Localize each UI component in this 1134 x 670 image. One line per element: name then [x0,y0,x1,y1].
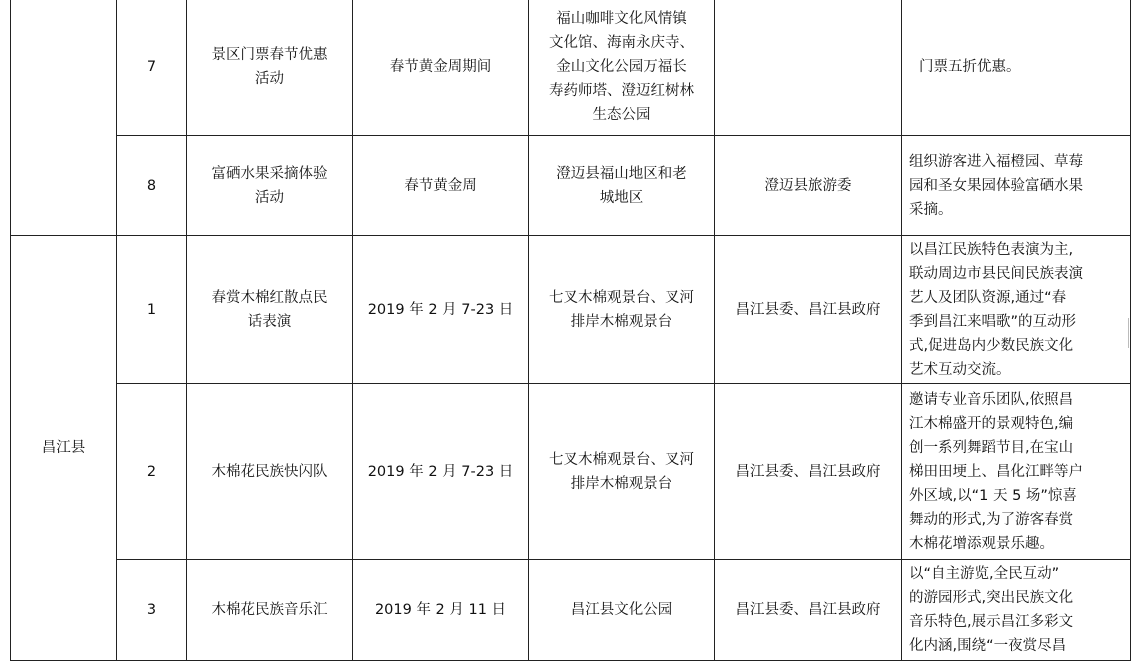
activity-time: 春节黄金周期间 [389,59,492,75]
organizer-cell [715,0,902,136]
content-cell [902,236,1131,384]
activity-content: 以昌江民族特色表演为主, 联动周边市县民间民族表演 艺人及团队资源,通过“春 季到昌江来唱歌”的互动形 式,促进岛内少数民族文化 艺术互动交流。 [909,241,1083,378]
page-edge-marker [1128,318,1134,348]
activity-organizer: 昌江县委、昌江县政府 [735,602,881,618]
activity-content: 邀请专业音乐团队,依照昌 江木棉盛开的景观特色,编 创一系列舞蹈节目,在宝山 梯田田埂上、昌化江畔等户 外区域,以“1 天 5 场”惊喜 舞动的形式,为了游客春赏 木棉花增添观景乐趣。 [909,391,1083,552]
activity-content: 组织游客进入福橙园、草莓 园和圣女果园体验富硒水果 采摘。 [909,153,1083,218]
activity-location: 昌江县文化公园 [570,602,673,618]
time-cell [353,0,529,136]
activity-cell [187,384,353,560]
region-cell-changjiang [11,236,117,661]
organizer-cell [715,384,902,560]
table-row [11,236,1131,384]
number-cell [117,236,187,384]
events-table [10,0,1131,661]
content-cell [902,384,1131,560]
activity-name: 木棉花民族音乐汇 [211,602,328,618]
location-cell [529,384,715,560]
time-cell [353,384,529,560]
activity-cell [187,560,353,661]
row-number: 3 [146,602,157,618]
activity-cell [187,136,353,236]
location-cell [529,136,715,236]
number-cell [117,560,187,661]
location-cell [529,236,715,384]
location-cell [529,0,715,136]
activity-time: 春节黄金周 [404,177,477,194]
activity-location: 福山咖啡文化风情镇 文化馆、海南永庆寺、 金山文化公园万福长 寿药师塔、澄迈红树林 生态公园 [549,11,694,123]
organizer-cell [715,136,902,236]
activity-name: 富硒水果采摘体验 活动 [211,165,328,206]
activity-location: 七叉木棉观景台、叉河 排岸木棉观景台 [549,289,694,330]
number-cell [117,384,187,560]
table-row [11,0,1131,136]
activity-cell [187,0,353,136]
region-label: 昌江县 [41,440,86,456]
location-cell [529,560,715,661]
activity-name: 木棉花民族快闪队 [211,463,328,480]
table-row [11,384,1131,560]
row-number: 1 [146,301,157,318]
organizer-cell [715,236,902,384]
organizer-cell [715,560,902,661]
activity-organizer: 昌江县委、昌江县政府 [735,463,881,480]
row-number: 8 [146,177,157,194]
number-cell [117,0,187,136]
region-cell-chengmai [11,0,117,236]
number-cell [117,136,187,236]
activity-cell [187,236,353,384]
row-number: 2 [146,463,157,480]
content-cell [902,560,1131,661]
row-number: 7 [146,59,157,75]
activity-name: 景区门票春节优惠 活动 [211,47,328,87]
activity-content: 门票五折优惠。 [919,59,1021,75]
activity-time: 2019 年 2 月 7-23 日 [367,463,514,480]
content-cell [902,136,1131,236]
table-row [11,560,1131,661]
activity-time: 2019 年 2 月 11 日 [374,602,507,618]
activity-organizer: 昌江县委、昌江县政府 [735,301,881,318]
content-cell [902,0,1131,136]
time-cell [353,236,529,384]
time-cell [353,136,529,236]
activity-location: 七叉木棉观景台、叉河 排岸木棉观景台 [549,451,694,492]
activity-time: 2019 年 2 月 7-23 日 [367,301,514,318]
time-cell [353,560,529,661]
activity-content: 以“自主游览,全民互动” 的游园形式,突出民族文化 音乐特色,展示昌江多彩文 化内涵,围绕“一夜赏尽昌 [909,566,1074,654]
activity-organizer: 澄迈县旅游委 [764,177,852,194]
table-row [11,136,1131,236]
activity-name: 春赏木棉红散点民 话表演 [211,289,328,330]
activity-location: 澄迈县福山地区和老 城地区 [556,165,687,206]
